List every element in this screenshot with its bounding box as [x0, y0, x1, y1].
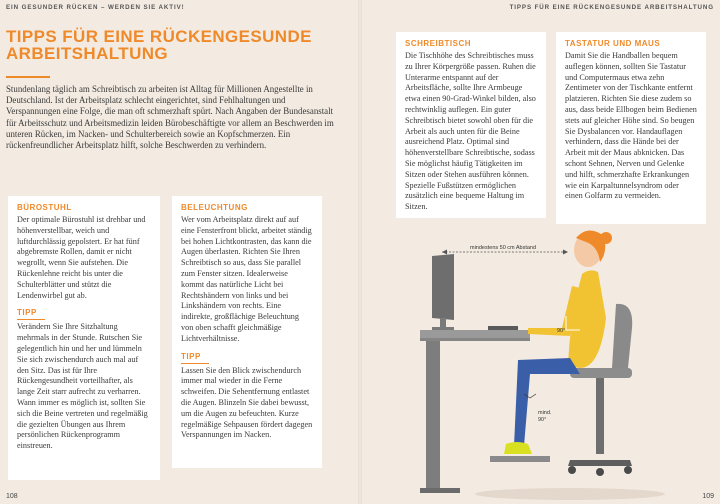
schreibtisch-heading: SCHREIBTISCH [405, 39, 472, 48]
beleuchtung-tip-text: Lassen Sie den Blick zwischendurch immer mal wieder in die Ferne schweifen. Die Sehentfernung entlastet die Augen. Blinzeln Sie dabei bewusst, um die Augen zu befeuchten. Kurze regelmäßige Sehpausen fördert dagegen Verspannungen im Nacken. [181, 365, 313, 440]
tastatur-heading: TASTATUR UND MAUS [565, 39, 661, 48]
intro-paragraph: Stundenlang täglich am Schreibtisch zu arbeiten ist Alltag für Millionen Angestellte in Deutschland. Ist der Arbeitsplatz schlecht eingerichtet, sind Fehlhaltungen und Verspannungen eine Folge, die man oft schmerzhaft spürt. Nach Angaben der Bundesanstalt für Arbeitsschutz und Arbeitsmedizin leiden Bürobeschäftigte vor allem an Beschwerden im unteren Rücken, im Nacken- und Schulterbereich sowie an Kopfschmerzen. Ein rückenfreundlicher Arbeitsplatz hilft, solche Beschwerden zu verhindern. [6, 84, 334, 151]
distance-label: mindestens 50 cm Abstand [470, 245, 537, 251]
tastatur-box [556, 32, 706, 224]
distance-arrow-head-right [563, 250, 568, 255]
ergonomic-workplace-illustration [420, 218, 720, 504]
chair-backrest [612, 304, 632, 371]
knee-angle-label-2: 90° [538, 417, 547, 423]
buerostuhl-text: Der optimale Bürostuhl ist drehbar und höhenverstellbar, weich und luftdurchlässig gepolstert. Er hat fünf abgebremste Rollen, damit er nicht wegrollt, wenn Sie aufstehen. Die Rückenlehne reicht bis unter die Schulterblätter und stützt die Lendenwirbel gut ab. [17, 215, 146, 300]
monitor-foot [432, 327, 454, 330]
page-number-left: 108 [6, 493, 18, 500]
schreibtisch-text: Die Tischhöhe des Schreibtisches muss zu Ihrer Körpergröße passen. Ruhen die Unterarme entspannt auf der Arbeitsfläche, sollte Ihre Armbeuge etwa einen 90-Grad-Winkel bilden, also rechtwinklig auflegen. Ein guter Schreibtisch bietet sowohl oben für die Arbeit als auch unten für die Beine ausreichend Platz. Optimal sind höhenverstellbare Schreibtische, sodass Sie möglichst häufig Tätigkeiten im Sitzen oder Stehen ausführen können. Spezielle Fußstützen ermöglichen zusätzlich eine bequeme Haltung im Sitzen. [405, 51, 536, 212]
knee-angle-label-1: mind. [538, 410, 552, 416]
buerostuhl-tip-heading: TIPP [17, 308, 45, 320]
person-shoe [504, 442, 532, 454]
distance-arrow-head-left [442, 250, 447, 255]
page-gutter [358, 0, 362, 504]
running-header-left: EIN GESUNDER RÜCKEN – WERDEN SIE AKTIV! [6, 4, 185, 11]
keyboard [488, 326, 518, 330]
buerostuhl-heading: BÜROSTUHL [17, 203, 72, 212]
floor-shadow [475, 488, 665, 500]
beleuchtung-tip-heading: TIPP [181, 352, 209, 364]
desk-top [420, 330, 530, 338]
tastatur-text: Damit Sie die Handballen bequem auflegen können, sollten Sie Tastatur und Computermaus etwa zehn Zentimeter von der Tischkante entfernt platzieren. Richten Sie diese zudem so aus, dass beide Ellbogen beim Bedienen stets auf gleicher Höhe sind. So beugen Sie Dysbalancen vor. Handauflagen verhindern, dass die Hände bei der Arbeit mit der Maus abknicken. Das schont Sehnen, Nerven und Gelenke und hilft, schmerzhafte Erkrankungen wie ein Karpaltunnelsyndrom oder einen Golfarm zu vermeiden. [565, 51, 697, 201]
person-torso [568, 270, 606, 368]
person-legs [514, 358, 580, 446]
running-header-right: TIPPS FÜR EINE RÜCKENGESUNDE ARBEITSHALTUNG [509, 4, 714, 11]
chair-column [596, 378, 604, 454]
desk-foot [420, 488, 460, 493]
chair-base [568, 460, 632, 466]
title-rule [6, 76, 50, 78]
arm-angle-label: 90° [557, 328, 566, 334]
beleuchtung-box [172, 196, 322, 468]
beleuchtung-heading: BELEUCHTUNG [181, 203, 248, 212]
chair-wheel [596, 468, 604, 476]
buerostuhl-tip-text: Verändern Sie Ihre Sitzhaltung mehrmals in der Stunde. Rutschen Sie gelegentlich hin und her und lümmeln Sie sich zwischendurch auch mal auf den Sitz. Das ist für Ihre Rückengesundheit vorteilhafter, als lange Zeit starr aufrecht zu verharren. Wann immer es möglich ist, sollten Sie sich die Beine vertreten und regelmäßig die gezielten Übungen aus Ihrem persönlichen Rückenprogramm einstreuen. [17, 322, 148, 451]
title-line-1: TIPPS FÜR EINE RÜCKENGESUNDE [6, 27, 312, 46]
schreibtisch-box [396, 32, 546, 218]
monitor-stand [440, 318, 446, 328]
monitor [432, 254, 454, 320]
person-hair-bun [600, 232, 612, 244]
buerostuhl-box [8, 196, 160, 480]
title-line-2: ARBEITSHALTUNG [6, 44, 169, 63]
desk-leg [426, 341, 440, 491]
chair-wheel [624, 466, 632, 474]
beleuchtung-text: Wer vom Arbeitsplatz direkt auf auf eine Fensterfront blickt, arbeitet ständig bei hohen Lichtkontrasten, das kann die Augen überlasten. Richten Sie Ihren Schreibtisch so aus, dass Sie parallel zum Fenster sitzen. Idealerweise kommt das natürliche Licht bei Rechtshändern von links und bei Linkshändern von rechts. Eine indirekte, großflächige Beleuchtung von oben schafft gleichmäßige Lichtverhältnisse. [181, 215, 312, 343]
page-number-right: 109 [702, 493, 714, 500]
chair-wheel [568, 466, 576, 474]
footrest [490, 456, 550, 462]
page-title [6, 28, 346, 62]
desk-edge [420, 338, 530, 341]
